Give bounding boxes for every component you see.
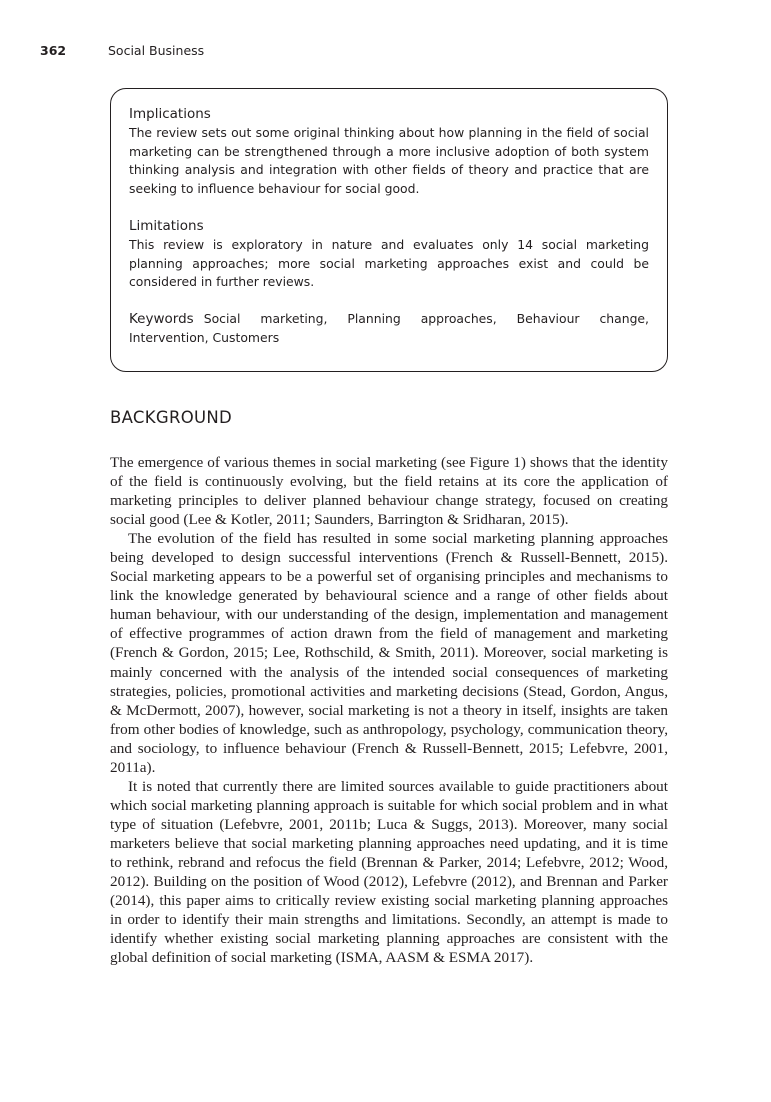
body-text [110, 453, 668, 967]
body-paragraph: It is noted that currently there are limited sources available to guide practitioners about which social marketing planning approach is suitable for which social problem and in what type of situation (Lefebvre, 2001, 2011b; Luca & Suggs, 2013). Moreover, many social marketers believe that social marketing planning approaches need updating, and it is time to rethink, rebrand and refocus the field (Brennan & Parker, 2014; Lefebvre, 2012; Wood, 2012). Building on the position of Wood (2012), Lefebvre (2012), and Brennan and Parker (2014), this paper aims to critically review existing social marketing planning approaches in order to identify their main strengths and limitations. Secondly, an attempt is made to identify whether existing social marketing planning approaches are consistent with the global definition of social marketing (ISMA, AASM & ESMA 2017). [110, 777, 668, 967]
limitations-block [129, 217, 649, 292]
abstract-box [110, 88, 668, 372]
section-title: BACKGROUND [110, 408, 233, 427]
page-number: 362 [40, 43, 67, 58]
body-paragraph: The emergence of various themes in social marketing (see Figure 1) shows that the identity of the field is continuously evolving, but the field retains at its core the application of marketing principles to deliver planned behaviour change strategy, focused on creating social good (Lee & Kotler, 2011; Saunders, Barrington & Sridharan, 2015). [110, 454, 668, 529]
implications-heading: Implications [129, 106, 211, 122]
body-paragraph: The evolution of the field has resulted in some social marketing planning approaches being developed to design successful interventions (French & Russell-Bennett, 2015). Social marketing appears to be a powerful set of organising principles and mechanisms to link the knowledge generated by behavioural science and a range of other fields about human behaviour, with our understanding of the design, implementation and management of effective programmes of action drawn from the field of management and marketing (French & Gordon, 2015; Lee, Rothschild, & Smith, 2011). Moreover, social marketing is mainly concerned with the analysis of the intended social consequences of marketing strategies, policies, promotional activities and marketing decisions (Stead, Gordon, Angus, & McDermott, 2007), however, social marketing is not a theory in itself, insights are taken from other bodies of knowledge, such as anthropology, psychology, communication theory, and sociology, to influence behaviour (French & Russell-Bennett, 2015; Lefebvre, 2001, 2011a). [110, 530, 668, 776]
keywords-text: Social marketing, Planning approaches, Behaviour change, Intervention, Customers [129, 310, 649, 345]
limitations-heading: Limitations [129, 217, 204, 234]
keywords-block [129, 310, 649, 347]
limitations-text: This review is exploratory in nature and evaluates only 14 social marketing planning approaches; more social marketing approaches exist and could be considered in further reviews. [129, 236, 649, 290]
running-head [40, 43, 204, 58]
keywords-label: Keywords [129, 310, 194, 327]
implications-block [129, 105, 649, 199]
journal-title: Social Business [108, 43, 205, 58]
implications-text: The review sets out some original thinking about how planning in the field of social marketing can be strengthened through a more inclusive adoption of both system thinking analysis and integration with other fields of theory and practice that are seeking to influence behaviour for social good. [129, 125, 649, 197]
